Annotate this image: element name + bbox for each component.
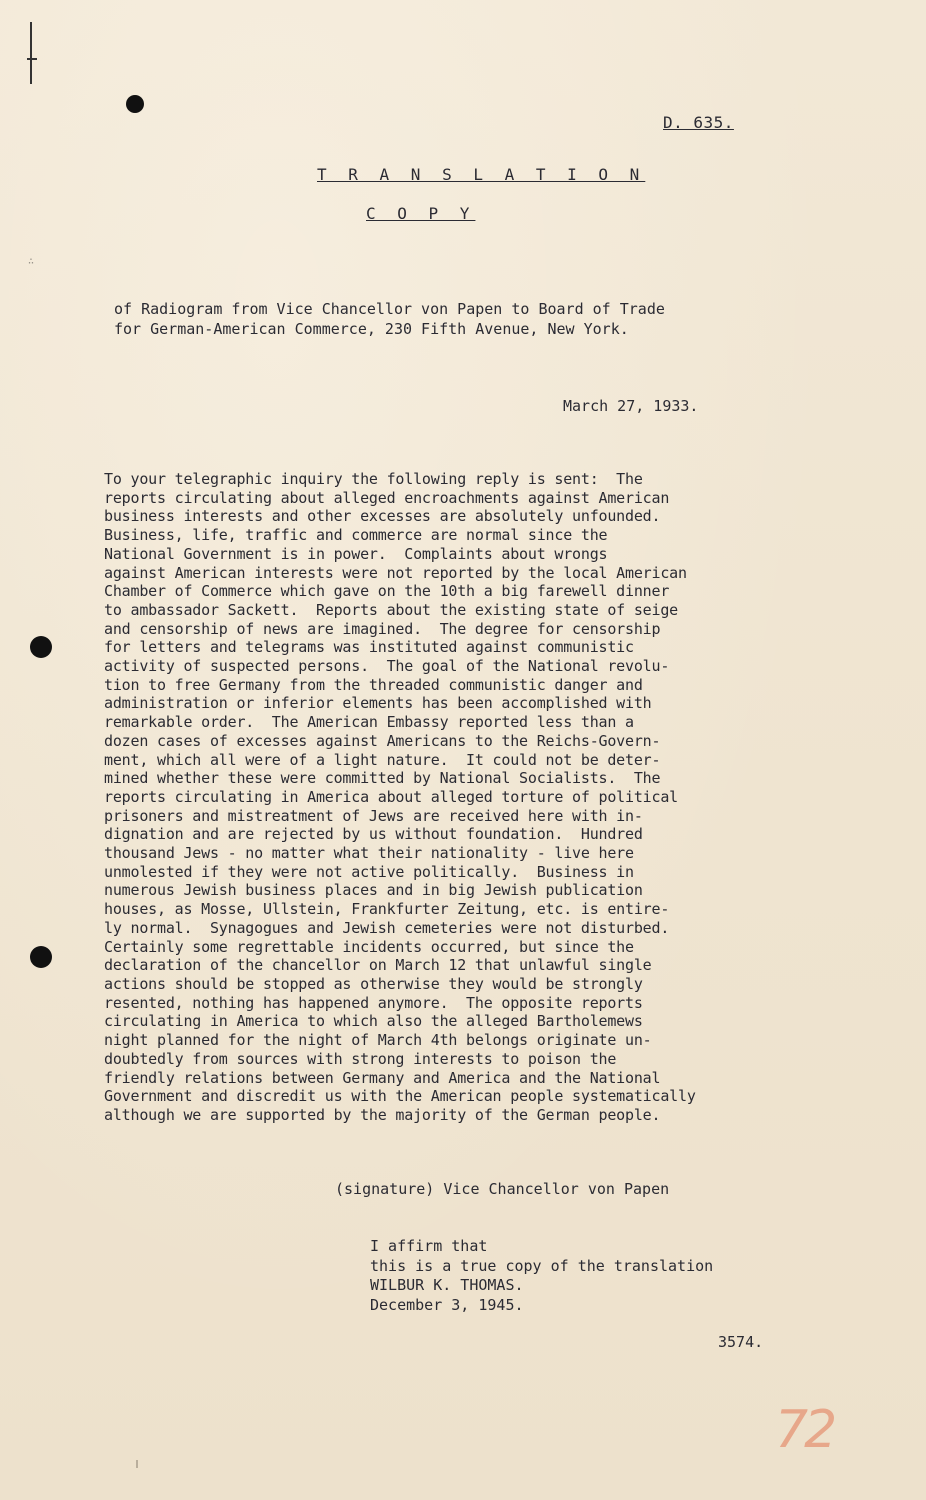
body-line: although we are supported by the majority of the German people. xyxy=(104,1105,661,1124)
body-line: administration or inferior elements has been accomplished with xyxy=(104,694,652,713)
affirmation-line: I affirm that xyxy=(370,1237,488,1255)
body-line: Certainly some regrettable incidents occurred, but since the xyxy=(104,937,634,956)
paper-mark xyxy=(136,1460,138,1468)
punch-hole-lower xyxy=(30,946,52,968)
body-line: dozen cases of excesses against Americans to the Reichs-Govern- xyxy=(104,731,661,750)
handwritten-page-number: 72 xyxy=(775,1400,834,1460)
body-line: tion to free Germany from the threaded communistic danger and xyxy=(104,675,643,694)
body-line: actions should be stopped as otherwise they would be strongly xyxy=(104,974,643,993)
body-line: and censorship of news are imagined. The degree for censorship xyxy=(104,619,661,638)
body-line: houses, as Mosse, Ullstein, Frankfurter Zeitung, etc. is entire- xyxy=(104,900,670,919)
affirmation-line: this is a true copy of the translation xyxy=(370,1256,714,1275)
body-line: declaration of the chancellor on March 12 that unlawful single xyxy=(104,956,652,975)
body-line: to ambassador Sackett. Reports about the existing state of seige xyxy=(104,600,678,619)
letter-date: March 27, 1933. xyxy=(563,397,699,415)
body-line: resented, nothing has happened anymore. The opposite reports xyxy=(104,993,643,1012)
affirmation-line: December 3, 1945. xyxy=(370,1295,524,1314)
body-line: friendly relations between Germany and America and the National xyxy=(104,1068,661,1087)
punch-hole-top xyxy=(126,95,144,113)
body-line: circulating in America to which also the alleged Bartholemews xyxy=(104,1012,643,1031)
body-line: National Government is in power. Complaints about wrongs xyxy=(104,544,608,563)
body-line: night planned for the night of March 4th belongs originate un- xyxy=(104,1031,652,1050)
body-line: against American interests were not reported by the local American xyxy=(104,563,687,582)
body-line: for letters and telegrams was instituted against communistic xyxy=(104,638,634,657)
body-line: doubtedly from sources with strong interests to poison the xyxy=(104,1049,617,1068)
affirmation-line: WILBUR K. THOMAS. xyxy=(370,1276,524,1294)
copy-heading: C O P Y xyxy=(366,204,476,223)
subject-block xyxy=(114,299,665,339)
message-body xyxy=(104,470,696,1125)
translation-heading: T R A N S L A T I O N xyxy=(317,165,646,184)
body-line: remarkable order. The American Embassy reported less than a xyxy=(104,713,634,732)
body-line: Chamber of Commerce which gave on the 10th a big farewell dinner xyxy=(104,582,670,601)
subject-line: for German-American Commerce, 230 Fifth Avenue, New York. xyxy=(114,320,629,338)
body-line: Business, life, traffic and commerce are normal since the xyxy=(104,526,608,545)
paper-speck: ∴ xyxy=(28,256,35,267)
body-line: mined whether these were committed by National Socialists. The xyxy=(104,769,661,788)
body-line: reports circulating about alleged encroachments against American xyxy=(104,488,670,507)
body-line: business interests and other excesses are absolutely unfounded. xyxy=(104,507,661,526)
document-number: D. 635. xyxy=(663,113,734,132)
body-line: ly normal. Synagogues and Jewish cemeteries were not disturbed. xyxy=(104,918,670,937)
page-number: 3574. xyxy=(718,1333,764,1351)
staple-mark xyxy=(30,22,38,84)
punch-hole-middle xyxy=(30,636,52,658)
body-line: unmolested if they were not active politically. Business in xyxy=(104,862,634,881)
body-line: prisoners and mistreatment of Jews are received here with in- xyxy=(104,806,643,825)
body-line: dignation and are rejected by us without foundation. Hundred xyxy=(104,825,643,844)
body-line: numerous Jewish business places and in big Jewish publication xyxy=(104,881,643,900)
affirmation-block xyxy=(370,1237,713,1315)
body-line: Government and discredit us with the American people systematically xyxy=(104,1087,696,1106)
body-line: reports circulating in America about alleged torture of political xyxy=(104,787,678,806)
subject-line: of Radiogram from Vice Chancellor von Papen to Board of Trade xyxy=(114,300,665,318)
body-line: thousand Jews - no matter what their nationality - live here xyxy=(104,844,634,863)
body-line: ment, which all were of a light nature. It could not be deter- xyxy=(104,750,661,769)
body-line: activity of suspected persons. The goal of the National revolu- xyxy=(104,657,670,676)
signature-line: (signature) Vice Chancellor von Papen xyxy=(335,1180,670,1198)
body-line: To your telegraphic inquiry the following reply is sent: The xyxy=(104,470,643,488)
